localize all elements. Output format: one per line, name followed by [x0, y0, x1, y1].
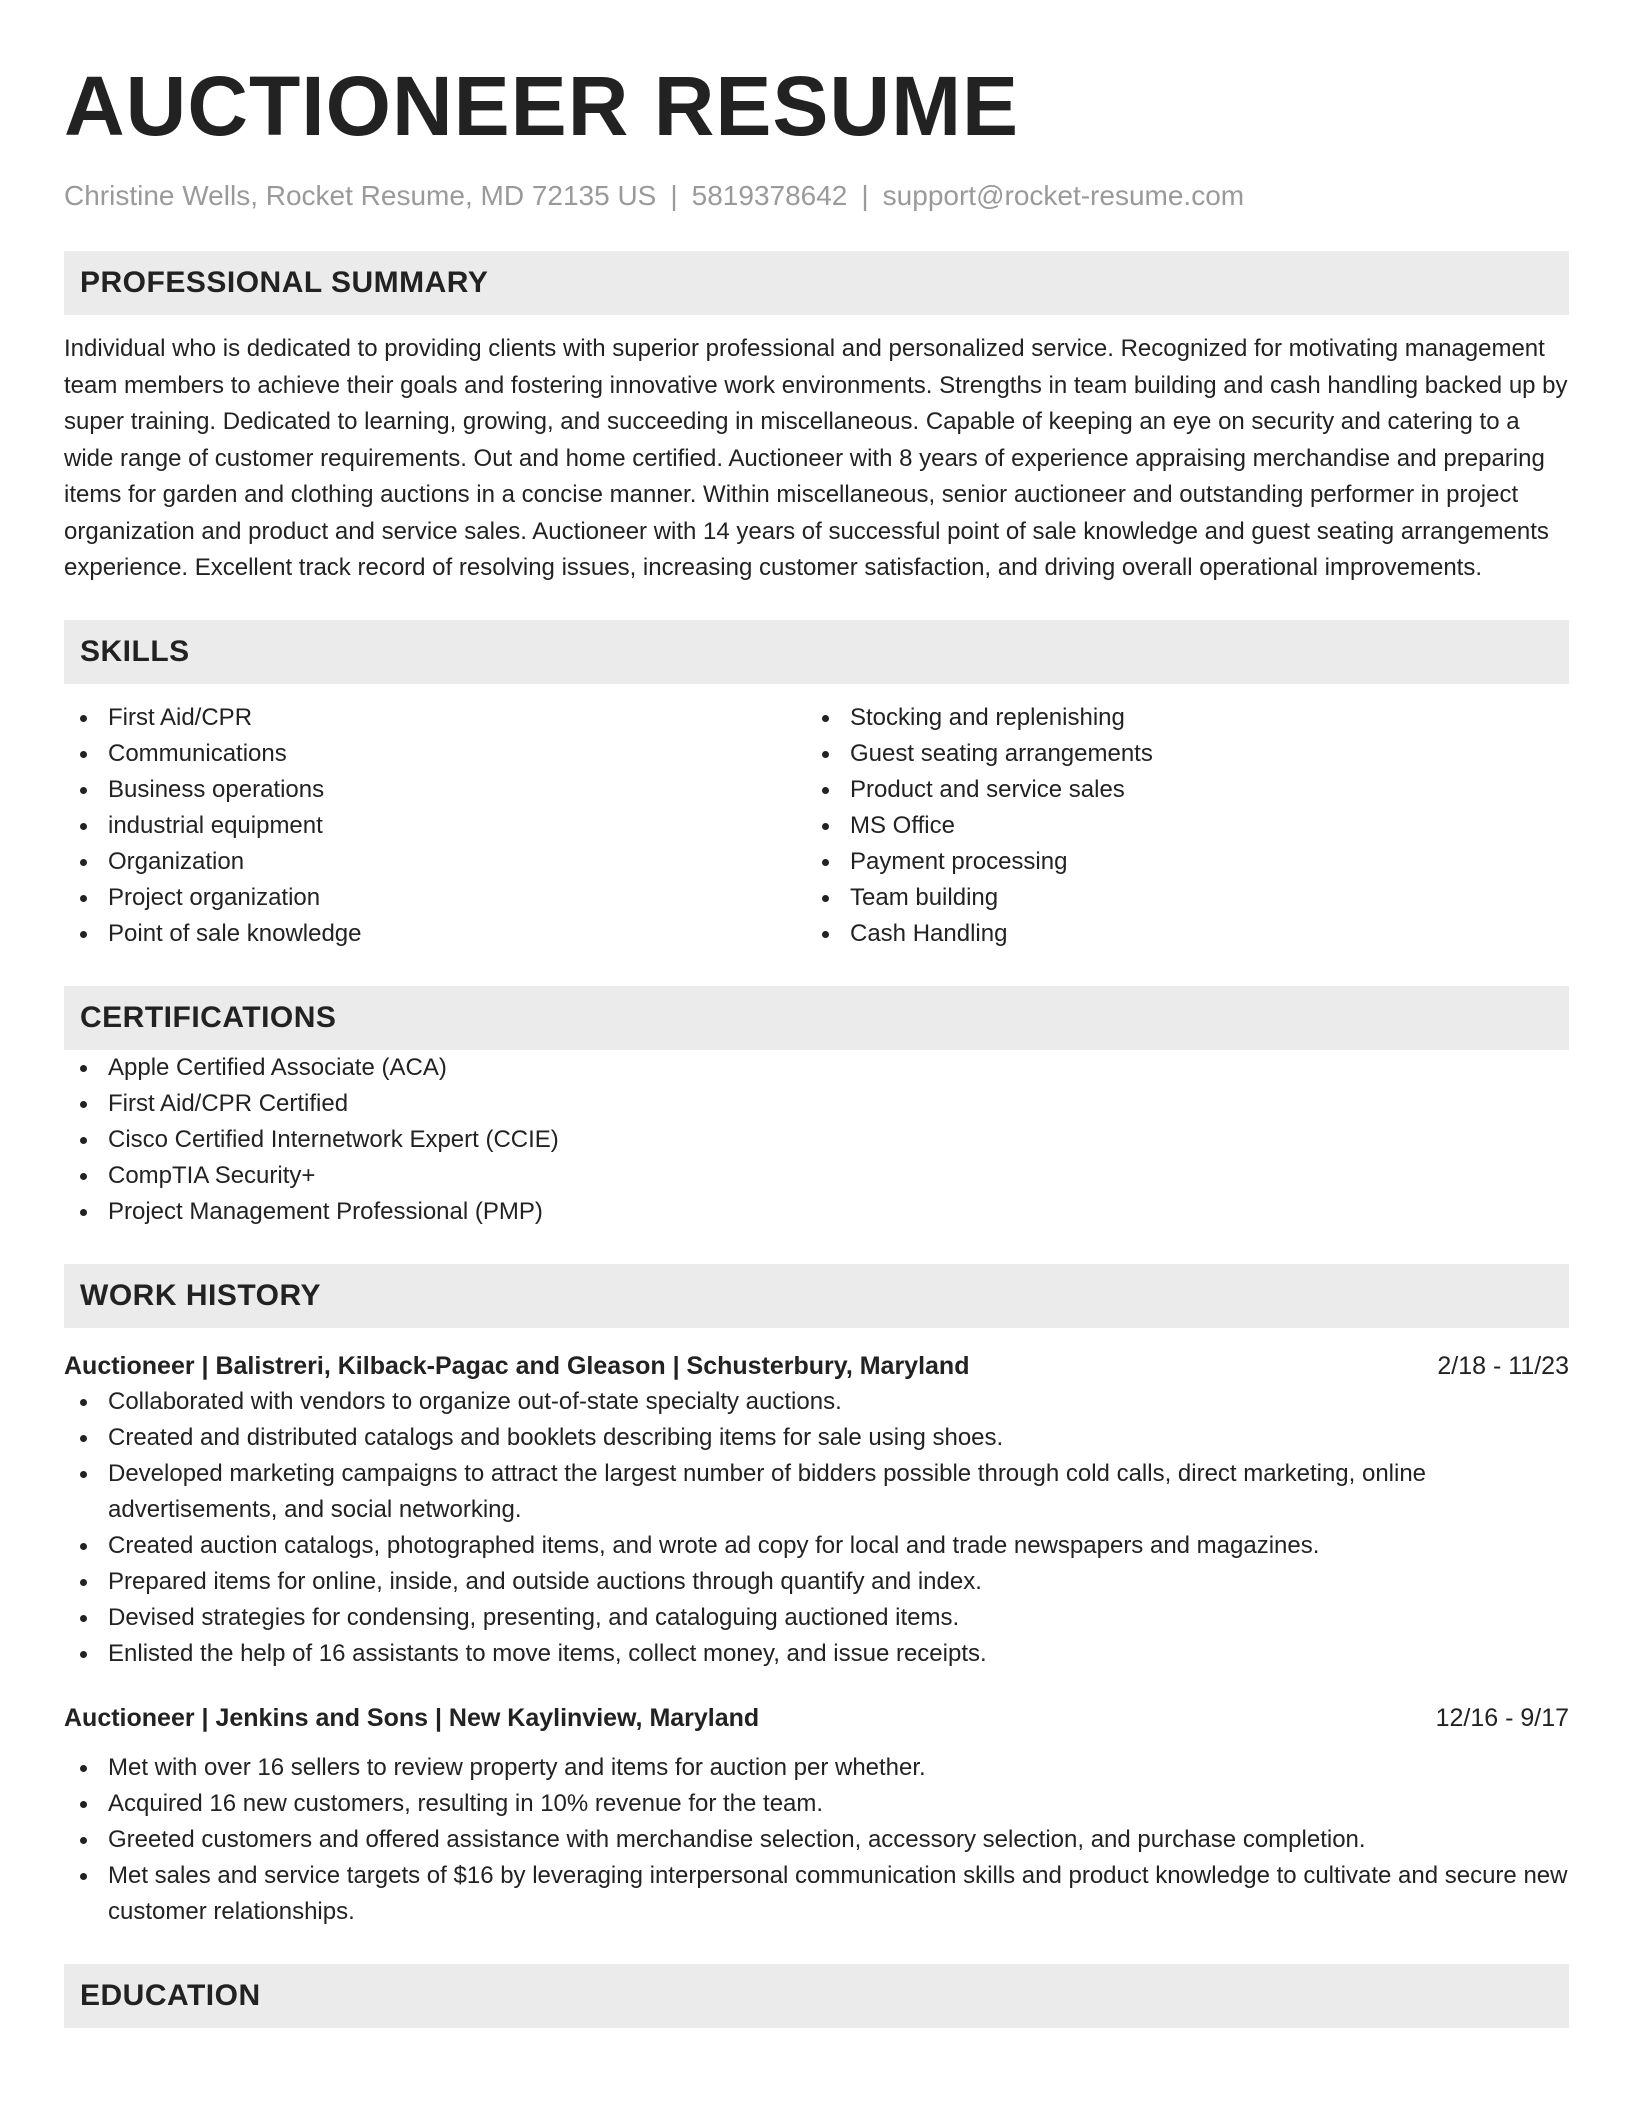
list-item: Payment processing — [806, 844, 1548, 880]
section-header-skills — [64, 620, 1569, 684]
resume-title: AUCTIONEER RESUME — [64, 59, 1020, 153]
section-title-education: EDUCATION — [80, 1978, 261, 2012]
list-item: industrial equipment — [64, 808, 806, 844]
section-title-skills: SKILLS — [80, 634, 190, 668]
list-item: Apple Certified Associate (ACA) — [64, 1050, 1569, 1086]
skills-list-left — [64, 700, 806, 952]
section-header-work-history — [64, 1264, 1569, 1328]
list-item: CompTIA Security+ — [64, 1158, 1569, 1194]
certifications-list — [64, 1050, 1569, 1230]
job-header — [64, 1700, 1569, 1736]
list-item: Met with over 16 sellers to review property and items for auction per whether. — [64, 1750, 1569, 1786]
list-item: Developed marketing campaigns to attract the largest number of bidders possible through cold calls, direct marketing, online advertisements, and social networking. — [64, 1456, 1569, 1528]
list-item: Point of sale knowledge — [64, 916, 806, 952]
list-item: Project Management Professional (PMP) — [64, 1194, 1569, 1230]
contact-separator: | — [670, 180, 678, 211]
list-item: Acquired 16 new customers, resulting in 10% revenue for the team. — [64, 1786, 1569, 1822]
contact-address: Christine Wells, Rocket Resume, MD 72135 US — [64, 180, 657, 211]
list-item: Prepared items for online, inside, and outside auctions through quantify and index. — [64, 1564, 1569, 1600]
list-item: Greeted customers and offered assistance with merchandise selection, accessory selection, and purchase completion. — [64, 1822, 1569, 1858]
list-item: Business operations — [64, 772, 806, 808]
list-item: Devised strategies for condensing, presenting, and cataloguing auctioned items. — [64, 1600, 1569, 1636]
list-item: Stocking and replenishing — [806, 700, 1548, 736]
list-item: Project organization — [64, 880, 806, 916]
job-entry — [64, 1700, 1569, 1930]
list-item: MS Office — [806, 808, 1548, 844]
contact-line — [64, 178, 1569, 214]
list-item: Enlisted the help of 16 assistants to move items, collect money, and issue receipts. — [64, 1636, 1569, 1672]
resume-page — [64, 56, 1569, 2028]
job-title: Auctioneer | Balistreri, Kilback-Pagac and Gleason | Schusterbury, Maryland — [64, 1351, 970, 1380]
list-item: Created auction catalogs, photographed items, and wrote ad copy for local and trade newspapers and magazines. — [64, 1528, 1569, 1564]
list-item: Product and service sales — [806, 772, 1548, 808]
section-title-certifications: CERTIFICATIONS — [80, 1000, 337, 1034]
list-item: Met sales and service targets of $16 by leveraging interpersonal communication skills and product knowledge to cultivate and secure new customer relationships. — [64, 1858, 1569, 1930]
list-item: Organization — [64, 844, 806, 880]
job-bullets — [64, 1750, 1569, 1930]
section-header-education — [64, 1964, 1569, 2028]
skills-column-left — [64, 700, 806, 952]
job-dates: 12/16 - 9/17 — [1435, 1703, 1569, 1732]
job-header — [64, 1348, 1569, 1384]
list-item: First Aid/CPR Certified — [64, 1086, 1569, 1122]
list-item: Cash Handling — [806, 916, 1548, 952]
section-title-summary: PROFESSIONAL SUMMARY — [80, 266, 489, 299]
summary-text: Individual who is dedicated to providing clients with superior professional and personalized service. Recognized for motivating management team members to achieve their goals and fostering innovative work environments. Strengths in team building and cash handling backed up by super training. Dedicated to learning, growing, and succeeding in miscellaneous. Capable of keeping an eye on security and catering to a wide range of customer requirements. Out and home certified. Auctioneer with 8 years of experience appraising merchandise and preparing items for garden and clothing auctions in a concise manner. Within miscellaneous, senior auctioneer and outstanding performer in project organization and product and service sales. Auctioneer with 14 years of successful point of sale knowledge and guest seating arrangements experience. Excellent track record of resolving issues, increasing customer satisfaction, and driving overall operational improvements. — [64, 335, 1568, 581]
skills-column-right — [806, 700, 1548, 952]
list-item: Created and distributed catalogs and booklets describing items for sale using shoes. — [64, 1420, 1569, 1456]
contact-email: support@rocket-resume.com — [882, 180, 1245, 211]
section-title-work-history: WORK HISTORY — [80, 1278, 322, 1312]
section-header-summary — [64, 251, 1569, 315]
job-title: Auctioneer | Jenkins and Sons | New Kaylinview, Maryland — [64, 1703, 760, 1732]
job-entry — [64, 1348, 1569, 1672]
contact-phone: 5819378642 — [691, 180, 848, 211]
list-item: Cisco Certified Internetwork Expert (CCIE) — [64, 1122, 1569, 1158]
skills-list-right — [806, 700, 1548, 952]
job-bullets — [64, 1384, 1569, 1672]
list-item: Communications — [64, 736, 806, 772]
list-item: Guest seating arrangements — [806, 736, 1548, 772]
list-item: First Aid/CPR — [64, 700, 806, 736]
section-header-certifications — [64, 986, 1569, 1050]
contact-separator: | — [861, 180, 869, 211]
skills-grid — [64, 700, 1569, 952]
list-item: Collaborated with vendors to organize out-of-state specialty auctions. — [64, 1384, 1569, 1420]
job-dates: 2/18 - 11/23 — [1437, 1351, 1569, 1380]
list-item: Team building — [806, 880, 1548, 916]
